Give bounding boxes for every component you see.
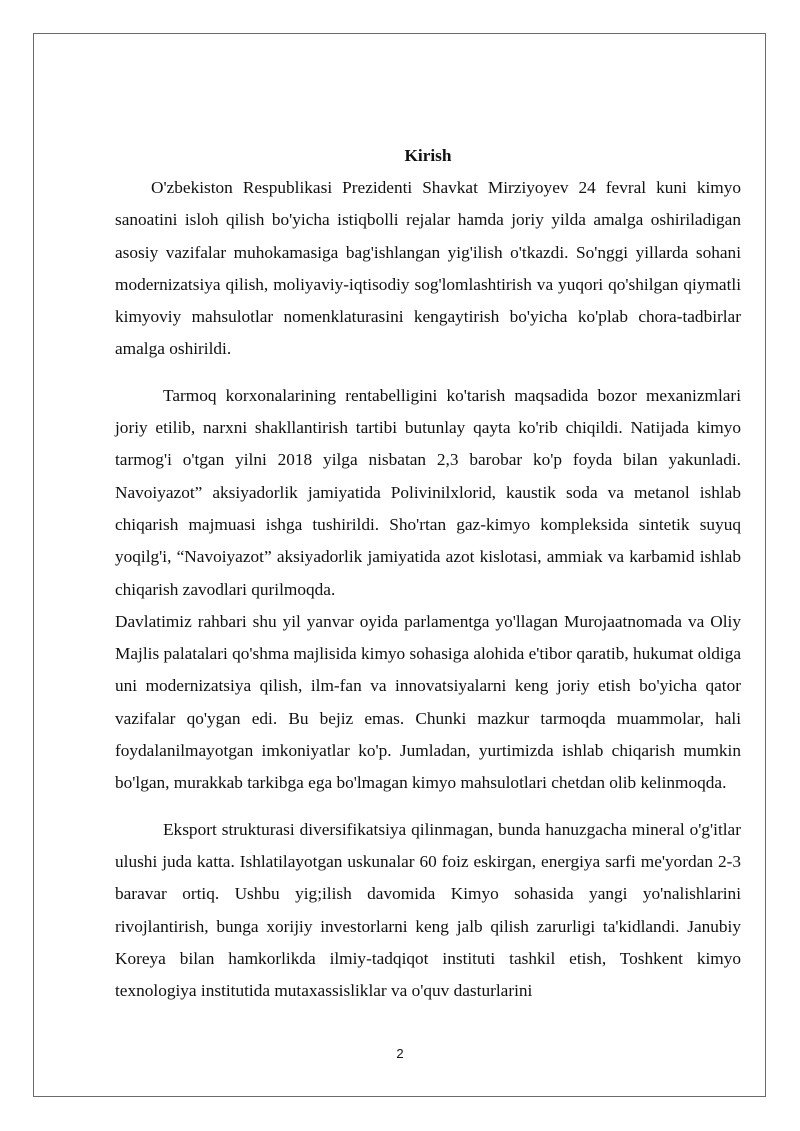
page-number: 2 <box>396 1046 404 1061</box>
paragraph-2: Tarmoq korxonalarining rentabelligini ko'tarish maqsadida bozor mexanizmlari joriy etilib, narxni shakllantirish tartibi butunlay qayta ko'rib chiqildi. Natijada kimyo tarmog'i o'tgan yilni 2018 yilga nisbatan 2,3 barobar ko'p foyda bilan yakunladi. Navoiyazot” aksiyadorlik jamiyatida Polivinilxlorid, kaustik soda va metanol ishlab chiqarish majmuasi ishga tushirildi. Sho'rtan gaz-kimyo kompleksida sintetik suyuq yoqilg'i, “Navoiyazot” aksiyadorlik jamiyatida azot kislotasi, ammiak va karbamid ishlab chiqarish zavodlari qurilmoqda. <box>115 385 741 599</box>
document-body <box>115 140 741 1007</box>
section-title: Kirish <box>404 146 452 165</box>
paragraph-3: Davlatimiz rahbari shu yil yanvar oyida parlamentga yo'llagan Murojaatnomada va Oliy Majlis palatalari qo'shma majlisida kimyo sohasiga alohida e'tibor qaratib, hukumat oldiga uni modernizatsiya qilish, ilm-fan va innovatsiyalarni keng joriy etish bo'yicha qator vazifalar qo'ygan edi. Bu bejiz emas. Chunki mazkur tarmoqda muammolar, hali foydalanilmayotgan imkoniyatlar ko'p. Jumladan, yurtimizda ishlab chiqarish mumkin bo'lgan, murakkab tarkibga ega bo'lmagan kimyo mahsulotlari chetdan olib kelinmoqda. <box>115 611 741 793</box>
paragraph-4: Eksport strukturasi diversifikatsiya qilinmagan, bunda hanuzgacha mineral o'g'itlar ulushi juda katta. Ishlatilayotgan uskunalar 60 foiz eskirgan, energiya sarfi me'yordan 2-3 baravar ortiq. Ushbu yig;ilish davomida Kimyo sohasida yangi yo'nalishlarini rivojlantirish, bunga xorijiy investorlarni keng jalb qilish zarurligi ta'kidlandi. Janubiy Koreya bilan hamkorlikda ilmiy-tadqiqot instituti tashkil etish, Toshkent kimyo texnologiya institutida mutaxassisliklar va o'quv dasturlarini <box>115 819 741 1001</box>
paragraph-1: O'zbekiston Respublikasi Prezidenti Shavkat Mirziyoyev 24 fevral kuni kimyo sanoatini isloh qilish bo'yicha istiqbolli rejalar hamda joriy yilda amalga oshiriladigan asosiy vazifalar muhokamasiga bag'ishlangan yig'ilish o'tkazdi. So'nggi yillarda sohani modernizatsiya qilish, moliyaviy-iqtisodiy sog'lomlashtirish va yuqori qo'shilgan qiymatli kimyoviy mahsulotlar nomenklaturasini kengaytirish bo'yicha ko'plab chora-tadbirlar amalga oshirildi. <box>115 178 741 359</box>
